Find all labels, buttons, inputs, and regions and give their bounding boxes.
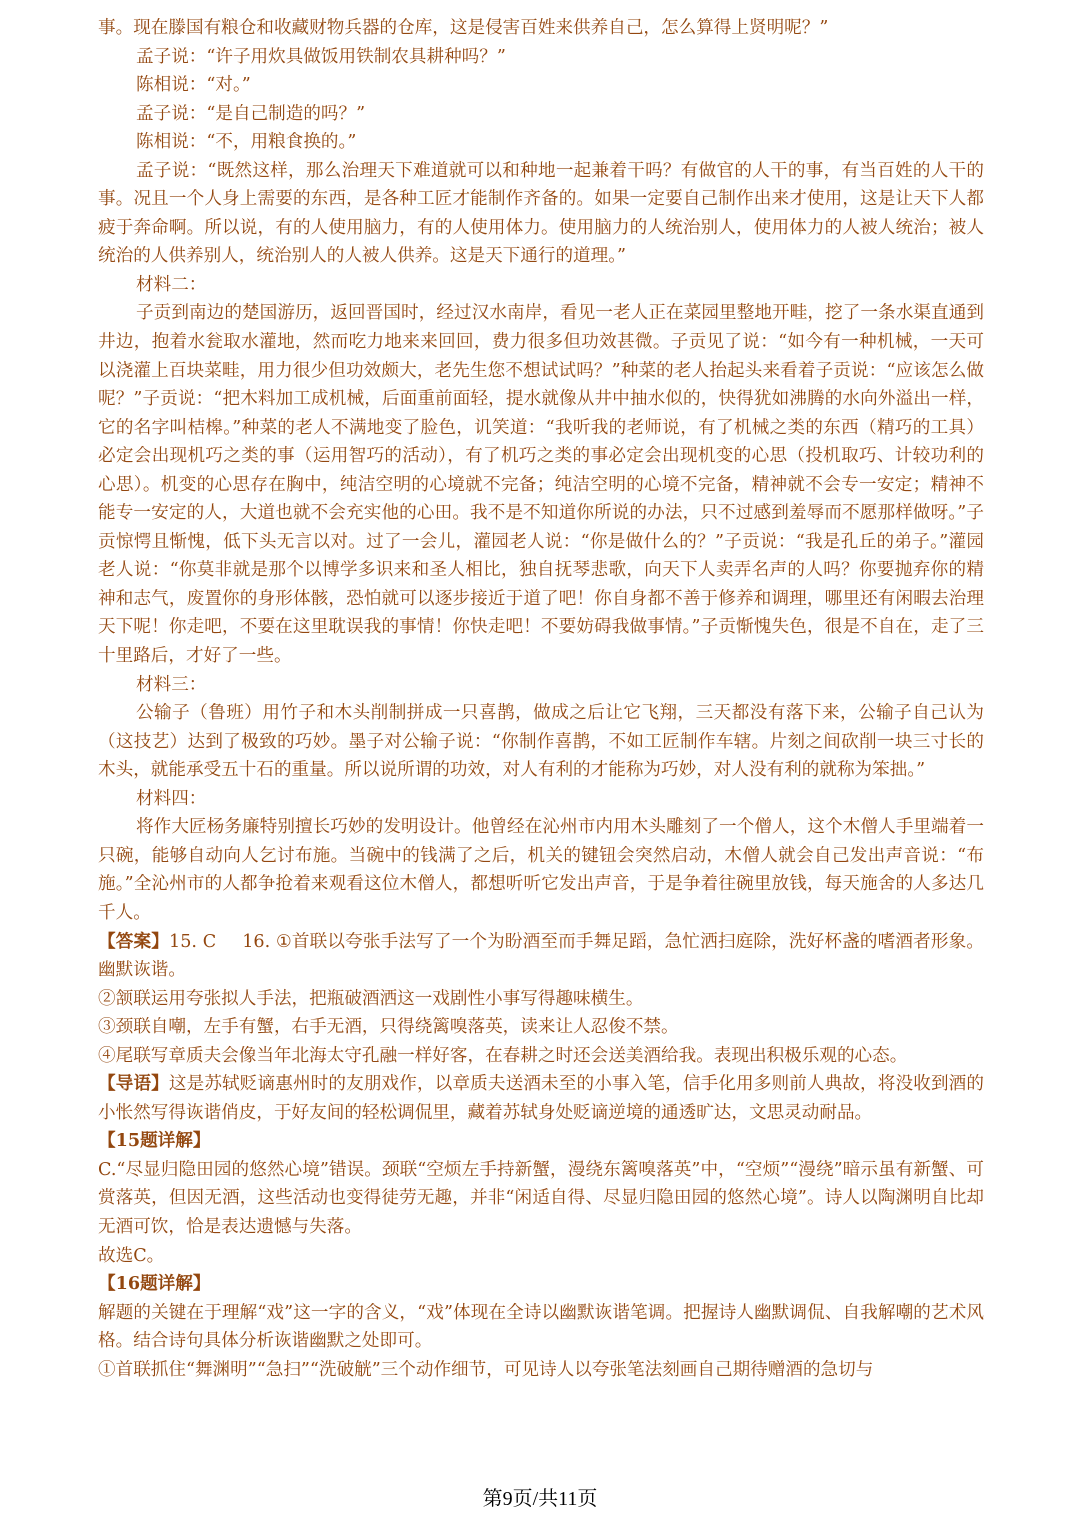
paragraph: 将作大匠杨务廉特别擅长巧妙的发明设计。他曾经在沁州市内用木头雕刻了一个僧人，这个木僧人手里端着一只碗，能够自动向人乞讨布施。当碗中的钱满了之后，机关的键钮会突然启动，木僧人就会自己发出声音说：“布施。”全沁州市的人都争抢着来观看这位木僧人，都想听听它发出声音，于是争着往碗里放钱，每天施舍的人多达几千人。 [98,817,984,923]
answer-16: 16. ①首联以夸张手法写了一个为盼酒至而手舞足蹈，急忙洒扫庭除，洗好杯盏的嗜酒者形象。幽默诙谐。 [98,931,984,981]
paragraph: 孟子说：“是自己制造的吗？” [136,103,366,124]
paragraph: 公输子（鲁班）用竹子和木头削制拼成一只喜鹊，做成之后让它飞翔，三天都没有落下来，公输子自己认为（这技艺）达到了极致的巧妙。墨子对公输子说：“你制作喜鹊，不如工匠制作车辖。片刻之间砍削一块三寸长的木头，就能承受五十石的重量。所以说所谓的功效，对人有利的才能称为巧妙，对人没有利的就称为笨拙。” [98,703,984,781]
paragraph: 孟子说：“许子用炊具做饭用铁制农具耕种吗？” [136,46,506,67]
detail-16-heading: 【16题详解】 [98,1273,211,1295]
answer-point: ③颈联自嘲，左手有蟹，右手无酒，只得绕篱嗅落英，读来让人忍俊不禁。 [98,1017,679,1038]
detail-16-first: ①首联抓住“舞渊明”“急扫”“洗破觥”三个动作细节，可见诗人以夸张笔法刻画自己期待赠酒的急切与 [98,1359,874,1380]
guide-paragraph [98,1070,984,1127]
paragraph: 陈相说：“不，用粮食换的。” [136,132,357,153]
guide-text: 这是苏轼贬谪惠州时的友朋戏作，以章质夫送酒未至的小事入笔，信手化用多则前人典故，将没收到酒的小怅然写得诙谐俏皮，于好友间的轻松调侃里，藏着苏轼身处贬谪逆境的通透旷达，文思灵动耐品。 [98,1074,984,1123]
paragraph: 事。现在滕国有粮仓和收藏财物兵器的仓库，这是侵害百姓来供养自己，怎么算得上贤明呢？” [98,18,829,38]
answer-line [98,928,984,985]
answer-point: ②颔联运用夸张拟人手法，把瓶破酒洒这一戏剧性小事写得趣味横生。 [98,988,644,1009]
page-footer: 第9页/共11页 [482,1488,598,1510]
document-body [98,14,984,1384]
paragraph: 陈相说：“对。” [136,75,251,96]
detail-16-text: 解题的关键在于理解“戏”这一字的含义，“戏”体现在全诗以幽默诙谐笔调。把握诗人幽默调侃、自我解嘲的艺术风格。结合诗句具体分析诙谐幽默之处即可。 [98,1302,984,1352]
answer-15: 15. C [169,931,217,952]
paragraph: 材料四： [136,788,207,809]
paragraph: 子贡到南边的楚国游历，返回晋国时，经过汉水南岸，看见一老人正在菜园里整地开畦，挖了一条水渠直通到井边，抱着水瓮取水灌地，然而吃力地来来回回，费力很多但功效甚微。子贡见了说：“如今有一种机械，一天可以浇灌上百块菜畦，用力很少但功效颇大，老先生您不想试试吗？”种菜的老人抬起头来看着子贡说：“应该怎么做呢？”子贡说：“把木料加工成机械，后面重前面轻，提水就像从井中抽水似的，快得犹如沸腾的水向外溢出一样，它的名字叫桔槔。”种菜的老人不满地变了脸色，讥笑道：“我听我的老师说，有了机械之类的东西（精巧的工具）必定会出现机巧之类的事（运用智巧的活动），有了机巧之类的事必定会出现机变的心思（投机取巧、计较功利的心思）。机变的心思存在胸中，纯洁空明的心境就不完备；纯洁空明的心境不完备，精神就不会专一安定；精神不能专一安定的人，大道也就不会充实他的心田。我不是不知道你所说的办法，只不过感到羞辱而不愿那样做呀。”子贡惊愕且惭愧，低下头无言以对。过了一会儿，灌园老人说：“你是做什么的？”子贡说：“我是孔丘的弟子。”灌园老人说：“你莫非就是那个以博学多识来和圣人相比，独自抚琴悲歌，向天下人卖弄名声的人吗？你要抛弃你的精神和志气，废置你的身形体骸，恐怕就可以逐步接近于道了吧！你自身都不善于修养和调理，哪里还有闲暇去治理天下呢！你走吧，不要在这里耽误我的事情！你快走吧！不要妨碍我做事情。”子贡惭愧失色，很是不自在，走了三十里路后，才好了一些。 [98,303,984,667]
answer-point: ④尾联写章质夫会像当年北海太守孔融一样好客，在春耕之时还会送美酒给我。表现出积极乐观的心态。 [98,1045,908,1066]
paragraph: 孟子说：“既然这样，那么治理天下难道就可以和种地一起兼着干吗？有做官的人干的事，有当百姓的人干的事。况且一个人身上需要的东西，是各种工匠才能制作齐备的。如果一定要自己制作出来才使用，这是让天下人都疲于奔命啊。所以说，有的人使用脑力，有的人使用体力。使用脑力的人统治别人，使用体力的人被人统治；被人统治的人供养别人，统治别人的人被人供养。这是天下通行的道理。” [98,160,984,267]
paragraph: 材料三： [136,674,207,695]
paragraph: 材料二： [136,274,207,295]
detail-15-text: C.“尽显归隐田园的悠然心境”错误。颈联“空烦左手持新蟹，漫绕东篱嗅落英”中，“空烦”“漫绕”暗示虽有新蟹、可赏落英，但因无酒，这些活动也变得徒劳无趣，并非“闲适自得、尽显归隐田园的悠然心境”。诗人以陶渊明自比却无酒可饮，恰是表达遗憾与失落。 [98,1159,984,1237]
detail-15-heading: 【15题详解】 [98,1130,211,1152]
detail-15-choice: 故选C。 [98,1245,165,1266]
material-paragraphs [98,14,984,928]
guide-tag: 【导语】 [98,1073,169,1095]
answer-tag: 【答案】 [98,930,170,952]
